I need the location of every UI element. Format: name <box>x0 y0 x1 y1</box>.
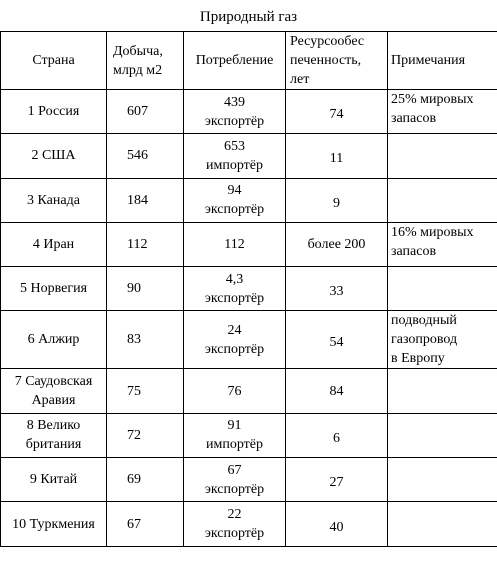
consumption-cell <box>184 90 286 134</box>
production-value: 90 <box>127 281 141 297</box>
trade-status: экспортёр <box>204 202 265 218</box>
resource-value: 74 <box>329 107 344 123</box>
notes-cell <box>388 413 497 457</box>
country-name: 7 Саудовская <box>14 374 93 390</box>
resource-cell <box>286 458 388 502</box>
table-row <box>1 413 497 457</box>
consumption-cell <box>184 134 286 178</box>
consumption-cell <box>184 267 286 311</box>
table-row <box>1 458 497 502</box>
table-row <box>1 267 497 311</box>
resource-cell <box>286 90 388 134</box>
country-cell <box>1 369 107 413</box>
resource-cell <box>286 267 388 311</box>
notes-cell <box>388 222 497 266</box>
table-row <box>1 90 497 134</box>
resource-value: 84 <box>329 383 344 399</box>
resource-value: 33 <box>329 284 344 300</box>
header-production <box>107 32 184 90</box>
country-name: 8 Велико <box>26 418 81 434</box>
header-resource-line1: Ресурсообес <box>290 34 365 49</box>
note-line1: 25% мировых <box>391 92 474 107</box>
country-cell <box>1 222 107 266</box>
country-cell <box>1 413 107 457</box>
country-name: 1 Россия <box>27 104 80 120</box>
note-line2: газопровод <box>391 332 458 348</box>
resource-cell <box>286 502 388 546</box>
production-cell <box>107 458 184 502</box>
header-row <box>1 32 497 90</box>
country-name: 4 Иран <box>32 237 75 253</box>
note-line1: подводный <box>391 313 457 329</box>
resource-cell <box>286 222 388 266</box>
notes-cell <box>388 90 497 134</box>
header-resource-line2: печенность, <box>290 53 362 68</box>
country-name: 10 Туркмения <box>12 516 95 532</box>
country-cell <box>1 134 107 178</box>
note-line3: в Европу <box>391 351 445 367</box>
country-cell <box>1 267 107 311</box>
country-name: 6 Алжир <box>27 332 80 348</box>
table-row <box>1 222 497 266</box>
resource-cell <box>286 134 388 178</box>
header-resource <box>286 32 388 90</box>
consumption-cell <box>184 222 286 266</box>
consumption-value: 24 <box>227 322 242 338</box>
production-cell <box>107 178 184 222</box>
production-value: 72 <box>127 427 141 443</box>
resource-cell <box>286 413 388 457</box>
notes-cell <box>388 458 497 502</box>
note-line2: запасов <box>391 111 437 126</box>
trade-status: экспортёр <box>204 113 265 129</box>
consumption-value: 91 <box>227 418 242 434</box>
consumption-cell <box>184 458 286 502</box>
production-value: 112 <box>127 237 148 253</box>
production-value: 67 <box>127 516 141 532</box>
resource-value: 6 <box>333 430 340 446</box>
resource-value: 54 <box>329 335 344 351</box>
production-cell <box>107 413 184 457</box>
consumption-cell <box>184 311 286 369</box>
resource-cell <box>286 178 388 222</box>
resource-value: более 200 <box>307 237 366 253</box>
consumption-value: 653 <box>224 138 245 154</box>
notes-cell <box>388 502 497 546</box>
consumption-value: 439 <box>224 94 245 110</box>
consumption-cell <box>184 369 286 413</box>
trade-status: импортёр <box>206 437 263 453</box>
consumption-value: 22 <box>227 507 242 523</box>
consumption-value: 4,3 <box>225 271 244 287</box>
header-country: Страна <box>1 32 107 90</box>
header-consumption: Потребление <box>184 32 286 90</box>
consumption-value: 94 <box>227 183 242 199</box>
notes-cell <box>388 178 497 222</box>
resource-value: 11 <box>329 151 344 167</box>
production-cell <box>107 267 184 311</box>
country-cell <box>1 178 107 222</box>
consumption-cell <box>184 502 286 546</box>
production-value: 184 <box>127 192 148 208</box>
note-line2: запасов <box>391 243 437 259</box>
resource-value: 9 <box>333 195 340 211</box>
table-row <box>1 178 497 222</box>
resource-value: 40 <box>329 519 344 535</box>
trade-status: экспортёр <box>204 481 265 497</box>
country-name-line2: британия <box>25 437 82 453</box>
notes-cell <box>388 369 497 413</box>
production-cell <box>107 90 184 134</box>
production-cell <box>107 502 184 546</box>
gas-table <box>0 31 497 547</box>
country-cell <box>1 90 107 134</box>
consumption-value: 76 <box>227 383 242 399</box>
notes-cell <box>388 267 497 311</box>
table-body <box>1 90 497 547</box>
production-cell <box>107 222 184 266</box>
header-production-line1: Добыча, <box>113 43 163 59</box>
production-value: 607 <box>127 104 148 120</box>
country-cell <box>1 311 107 369</box>
table-row <box>1 311 497 369</box>
resource-cell <box>286 311 388 369</box>
trade-status: экспортёр <box>204 341 265 357</box>
country-name: 2 США <box>31 148 76 164</box>
production-value: 69 <box>127 472 141 488</box>
header-notes: Примечания <box>388 32 497 90</box>
page-title: Природный газ <box>199 9 298 25</box>
country-name: 9 Китай <box>29 472 78 488</box>
table-row <box>1 502 497 546</box>
consumption-cell <box>184 413 286 457</box>
header-resource-line3: лет <box>290 72 310 87</box>
production-cell <box>107 311 184 369</box>
production-cell <box>107 134 184 178</box>
production-cell <box>107 369 184 413</box>
consumption-value: 67 <box>227 462 242 478</box>
resource-cell <box>286 369 388 413</box>
notes-cell <box>388 134 497 178</box>
trade-status: экспортёр <box>204 526 265 542</box>
notes-cell <box>388 311 497 369</box>
production-value: 75 <box>127 383 141 399</box>
country-name-line2: Аравия <box>31 393 76 409</box>
consumption-cell <box>184 178 286 222</box>
resource-value: 27 <box>329 475 344 491</box>
country-name: 3 Канада <box>27 192 80 208</box>
table-row <box>1 134 497 178</box>
table-row <box>1 369 497 413</box>
production-value: 546 <box>127 148 148 164</box>
note-line1: 16% мировых <box>391 224 474 240</box>
trade-status: экспортёр <box>204 290 265 306</box>
country-name: 5 Норвегия <box>19 281 88 297</box>
trade-status: импортёр <box>206 157 263 173</box>
header-production-line2: млрд м2 <box>113 62 163 78</box>
country-cell <box>1 458 107 502</box>
country-cell <box>1 502 107 546</box>
production-value: 83 <box>127 332 141 348</box>
consumption-value: 112 <box>224 237 245 253</box>
